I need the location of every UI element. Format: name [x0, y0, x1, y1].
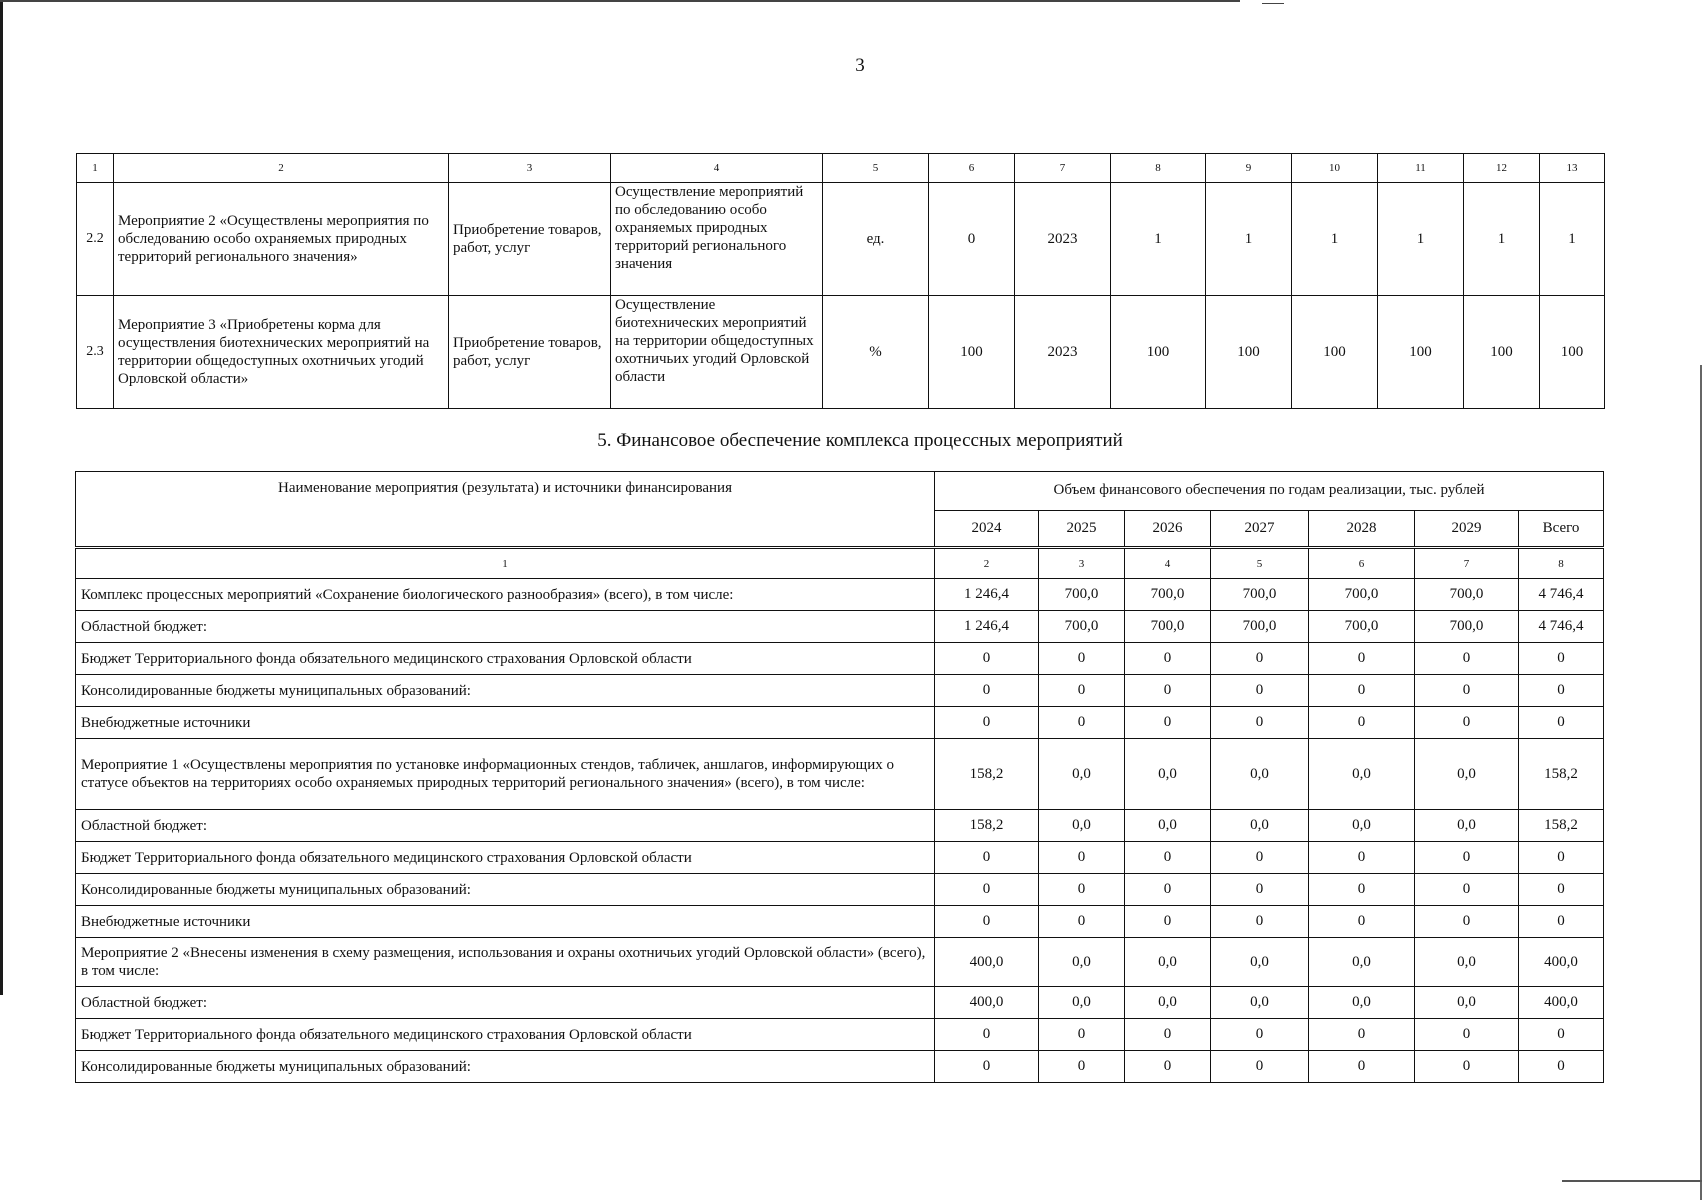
year-header: 2029	[1415, 510, 1519, 547]
amount-cell: 0,0	[1125, 739, 1211, 810]
table-row	[76, 810, 1604, 842]
table-row	[76, 987, 1604, 1019]
amount-cell: 0	[1415, 1051, 1519, 1083]
amount-cell: 0,0	[1039, 810, 1125, 842]
funding-source-name: Областной бюджет:	[76, 611, 935, 643]
amount-cell: 0	[1211, 1051, 1309, 1083]
row-number: 2.2	[77, 183, 114, 296]
measure-type: Приобретение товаров, работ, услуг	[449, 296, 611, 409]
index-cell: 6	[1309, 548, 1415, 579]
column-header-volume: Объем финансового обеспечения по годам реализации, тыс. рублей	[935, 472, 1604, 511]
amount-cell: 0	[1125, 643, 1211, 675]
amount-cell: 0	[1039, 874, 1125, 906]
amount-cell: 0,0	[1125, 987, 1211, 1019]
value-cell: 1	[1540, 183, 1605, 296]
amount-cell: 0	[1125, 906, 1211, 938]
total-cell: 400,0	[1519, 987, 1604, 1019]
amount-cell: 0	[1125, 874, 1211, 906]
amount-cell: 0,0	[1415, 810, 1519, 842]
value-cell: 1	[1292, 183, 1378, 296]
amount-cell: 0,0	[1039, 987, 1125, 1019]
amount-cell: 0,0	[1415, 739, 1519, 810]
amount-cell: 0	[1309, 707, 1415, 739]
total-cell: 158,2	[1519, 739, 1604, 810]
scan-edge-top-mark	[1262, 3, 1284, 4]
amount-cell: 0	[1415, 707, 1519, 739]
amount-cell: 0	[1039, 1019, 1125, 1051]
column-header-name: Наименование мероприятия (результата) и источники финансирования	[76, 472, 935, 548]
amount-cell: 700,0	[1415, 579, 1519, 611]
total-cell: 0	[1519, 643, 1604, 675]
amount-cell: 0	[1211, 874, 1309, 906]
amount-cell: 0	[935, 1051, 1039, 1083]
base-value-cell: 100	[929, 296, 1015, 409]
amount-cell: 0	[1309, 1019, 1415, 1051]
amount-cell: 700,0	[1211, 579, 1309, 611]
amount-cell: 0	[1211, 1019, 1309, 1051]
amount-cell: 0,0	[1125, 938, 1211, 987]
funding-source-name: Бюджет Территориального фонда обязательного медицинского страхования Орловской области	[76, 643, 935, 675]
amount-cell: 0	[1125, 1019, 1211, 1051]
table-row	[76, 1051, 1604, 1083]
table-row	[76, 739, 1604, 810]
funding-source-name: Бюджет Территориального фонда обязательного медицинского страхования Орловской области	[76, 842, 935, 874]
amount-cell: 0,0	[1309, 938, 1415, 987]
scan-edge-top	[0, 0, 1240, 2]
amount-cell: 1 246,4	[935, 579, 1039, 611]
measure-type: Приобретение товаров, работ, услуг	[449, 183, 611, 296]
amount-cell: 700,0	[1039, 611, 1125, 643]
amount-cell: 0,0	[1039, 938, 1125, 987]
amount-cell: 0	[1415, 675, 1519, 707]
amount-cell: 0	[1211, 842, 1309, 874]
amount-cell: 400,0	[935, 987, 1039, 1019]
amount-cell: 700,0	[1309, 611, 1415, 643]
header-cell: 6	[929, 154, 1015, 183]
amount-cell: 0	[1211, 707, 1309, 739]
amount-cell: 0	[1211, 906, 1309, 938]
table-row	[76, 906, 1604, 938]
total-cell: 0	[1519, 906, 1604, 938]
amount-cell: 0	[1309, 906, 1415, 938]
total-cell: 158,2	[1519, 810, 1604, 842]
funding-source-name: Консолидированные бюджеты муниципальных образований:	[76, 675, 935, 707]
table-row	[76, 675, 1604, 707]
year-header: 2026	[1125, 510, 1211, 547]
amount-cell: 0,0	[1211, 938, 1309, 987]
measure-description: Осуществление мероприятий по обследованию особо охраняемых природных территорий регионального значения	[611, 183, 823, 296]
amount-cell: 0	[1039, 675, 1125, 707]
total-header: Всего	[1519, 510, 1604, 547]
header-cell: 1	[77, 154, 114, 183]
amount-cell: 0	[1039, 906, 1125, 938]
table-row	[77, 296, 1605, 409]
header-cell: 13	[1540, 154, 1605, 183]
amount-cell: 0	[1039, 842, 1125, 874]
amount-cell: 0	[1039, 1051, 1125, 1083]
funding-source-name: Внебюджетные источники	[76, 707, 935, 739]
amount-cell: 0	[1125, 675, 1211, 707]
amount-cell: 0	[1309, 675, 1415, 707]
amount-cell: 400,0	[935, 938, 1039, 987]
amount-cell: 0,0	[1415, 987, 1519, 1019]
table-row	[76, 1019, 1604, 1051]
amount-cell: 0,0	[1309, 987, 1415, 1019]
amount-cell: 0,0	[1211, 810, 1309, 842]
table-row	[76, 579, 1604, 611]
total-cell: 0	[1519, 842, 1604, 874]
funding-source-name: Областной бюджет:	[76, 810, 935, 842]
funding-source-name: Консолидированные бюджеты муниципальных образований:	[76, 1051, 935, 1083]
amount-cell: 0	[935, 675, 1039, 707]
scan-edge-bottom	[1562, 1180, 1702, 1182]
table-row	[76, 874, 1604, 906]
year-header: 2027	[1211, 510, 1309, 547]
amount-cell: 0	[1415, 643, 1519, 675]
amount-cell: 0	[935, 842, 1039, 874]
amount-cell: 700,0	[1125, 611, 1211, 643]
amount-cell: 0	[1125, 707, 1211, 739]
amount-cell: 0	[935, 1019, 1039, 1051]
amount-cell: 0	[1415, 906, 1519, 938]
amount-cell: 700,0	[1211, 611, 1309, 643]
amount-cell: 0	[1039, 643, 1125, 675]
total-cell: 0	[1519, 675, 1604, 707]
total-cell: 4 746,4	[1519, 611, 1604, 643]
unit-cell: %	[823, 296, 929, 409]
amount-cell: 0,0	[1125, 810, 1211, 842]
index-cell: 3	[1039, 548, 1125, 579]
measure-name: Мероприятие 2 «Осуществлены мероприятия по обследованию особо охраняемых природных территорий регионального значения»	[114, 183, 449, 296]
header-cell: 11	[1378, 154, 1464, 183]
row-number: 2.3	[77, 296, 114, 409]
amount-cell: 0,0	[1039, 739, 1125, 810]
amount-cell: 0	[1125, 1051, 1211, 1083]
amount-cell: 0	[1309, 842, 1415, 874]
amount-cell: 700,0	[1309, 579, 1415, 611]
scan-edge-left	[0, 0, 3, 995]
funding-source-name: Консолидированные бюджеты муниципальных образований:	[76, 874, 935, 906]
year-header: 2024	[935, 510, 1039, 547]
amount-cell: 158,2	[935, 810, 1039, 842]
value-cell: 1	[1206, 183, 1292, 296]
index-cell: 2	[935, 548, 1039, 579]
amount-cell: 0	[1309, 874, 1415, 906]
total-cell: 0	[1519, 874, 1604, 906]
unit-cell: ед.	[823, 183, 929, 296]
section-title: 5. Финансовое обеспечение комплекса процессных мероприятий	[597, 430, 1123, 451]
amount-cell: 0	[935, 906, 1039, 938]
base-year-cell: 2023	[1015, 183, 1111, 296]
header-cell: 5	[823, 154, 929, 183]
amount-cell: 0,0	[1211, 987, 1309, 1019]
amount-cell: 0	[1309, 643, 1415, 675]
amount-cell: 0,0	[1415, 938, 1519, 987]
amount-cell: 700,0	[1039, 579, 1125, 611]
indicators-table	[76, 153, 1605, 409]
financing-table	[75, 471, 1604, 1083]
amount-cell: 0,0	[1309, 810, 1415, 842]
financing-head-row	[76, 472, 1604, 511]
table-row	[77, 183, 1605, 296]
value-cell: 100	[1206, 296, 1292, 409]
amount-cell: 0	[1211, 675, 1309, 707]
total-cell: 0	[1519, 1051, 1604, 1083]
measure-name: Мероприятие 3 «Приобретены корма для осуществления биотехнических мероприятий на территории общедоступных охотничьих угодий Орловской области»	[114, 296, 449, 409]
value-cell: 100	[1111, 296, 1206, 409]
year-header: 2025	[1039, 510, 1125, 547]
year-header: 2028	[1309, 510, 1415, 547]
amount-cell: 0,0	[1211, 739, 1309, 810]
header-cell: 3	[449, 154, 611, 183]
amount-cell: 0	[1211, 643, 1309, 675]
value-cell: 100	[1378, 296, 1464, 409]
index-cell: 7	[1415, 548, 1519, 579]
amount-cell: 0	[935, 707, 1039, 739]
total-cell: 4 746,4	[1519, 579, 1604, 611]
index-cell: 8	[1519, 548, 1604, 579]
header-cell: 4	[611, 154, 823, 183]
table-row	[76, 842, 1604, 874]
column-index-row	[76, 548, 1604, 579]
amount-cell: 0	[1309, 1051, 1415, 1083]
amount-cell: 0	[1415, 1019, 1519, 1051]
base-year-cell: 2023	[1015, 296, 1111, 409]
amount-cell: 0	[935, 643, 1039, 675]
amount-cell: 0	[1415, 842, 1519, 874]
amount-cell: 158,2	[935, 739, 1039, 810]
header-cell: 8	[1111, 154, 1206, 183]
value-cell: 100	[1292, 296, 1378, 409]
measure-description: Осуществление биотехнических мероприятий на территории общедоступных охотничьих угодий Орловской области	[611, 296, 823, 409]
header-cell: 10	[1292, 154, 1378, 183]
total-cell: 0	[1519, 707, 1604, 739]
header-cell: 9	[1206, 154, 1292, 183]
amount-cell: 700,0	[1125, 579, 1211, 611]
value-cell: 1	[1464, 183, 1540, 296]
amount-cell: 0	[935, 874, 1039, 906]
header-cell: 2	[114, 154, 449, 183]
amount-cell: 700,0	[1415, 611, 1519, 643]
funding-source-name: Областной бюджет:	[76, 987, 935, 1019]
funding-source-name: Комплекс процессных мероприятий «Сохранение биологического разнообразия» (всего), в том числе:	[76, 579, 935, 611]
base-value-cell: 0	[929, 183, 1015, 296]
table-row	[76, 611, 1604, 643]
value-cell: 100	[1540, 296, 1605, 409]
value-cell: 1	[1111, 183, 1206, 296]
table-row	[76, 643, 1604, 675]
index-cell: 1	[76, 548, 935, 579]
page-number: 3	[855, 55, 865, 76]
table-row	[76, 707, 1604, 739]
funding-source-name: Бюджет Территориального фонда обязательного медицинского страхования Орловской области	[76, 1019, 935, 1051]
amount-cell: 0,0	[1309, 739, 1415, 810]
value-cell: 100	[1464, 296, 1540, 409]
total-cell: 0	[1519, 1019, 1604, 1051]
value-cell: 1	[1378, 183, 1464, 296]
index-cell: 5	[1211, 548, 1309, 579]
amount-cell: 1 246,4	[935, 611, 1039, 643]
amount-cell: 0	[1415, 874, 1519, 906]
total-cell: 400,0	[1519, 938, 1604, 987]
funding-source-name: Мероприятие 1 «Осуществлены мероприятия по установке информационных стендов, табличек, аншлагов, информирующих о статусе объектов на территориях особо охраняемых природных территорий регионального значения» (всего), в том числе:	[76, 739, 935, 810]
indicators-header-row	[77, 154, 1605, 183]
index-cell: 4	[1125, 548, 1211, 579]
table-row	[76, 938, 1604, 987]
funding-source-name: Мероприятие 2 «Внесены изменения в схему размещения, использования и охраны охотничьих угодий Орловской области» (всего), в том числе:	[76, 938, 935, 987]
amount-cell: 0	[1125, 842, 1211, 874]
funding-source-name: Внебюджетные источники	[76, 906, 935, 938]
header-cell: 7	[1015, 154, 1111, 183]
header-cell: 12	[1464, 154, 1540, 183]
amount-cell: 0	[1039, 707, 1125, 739]
